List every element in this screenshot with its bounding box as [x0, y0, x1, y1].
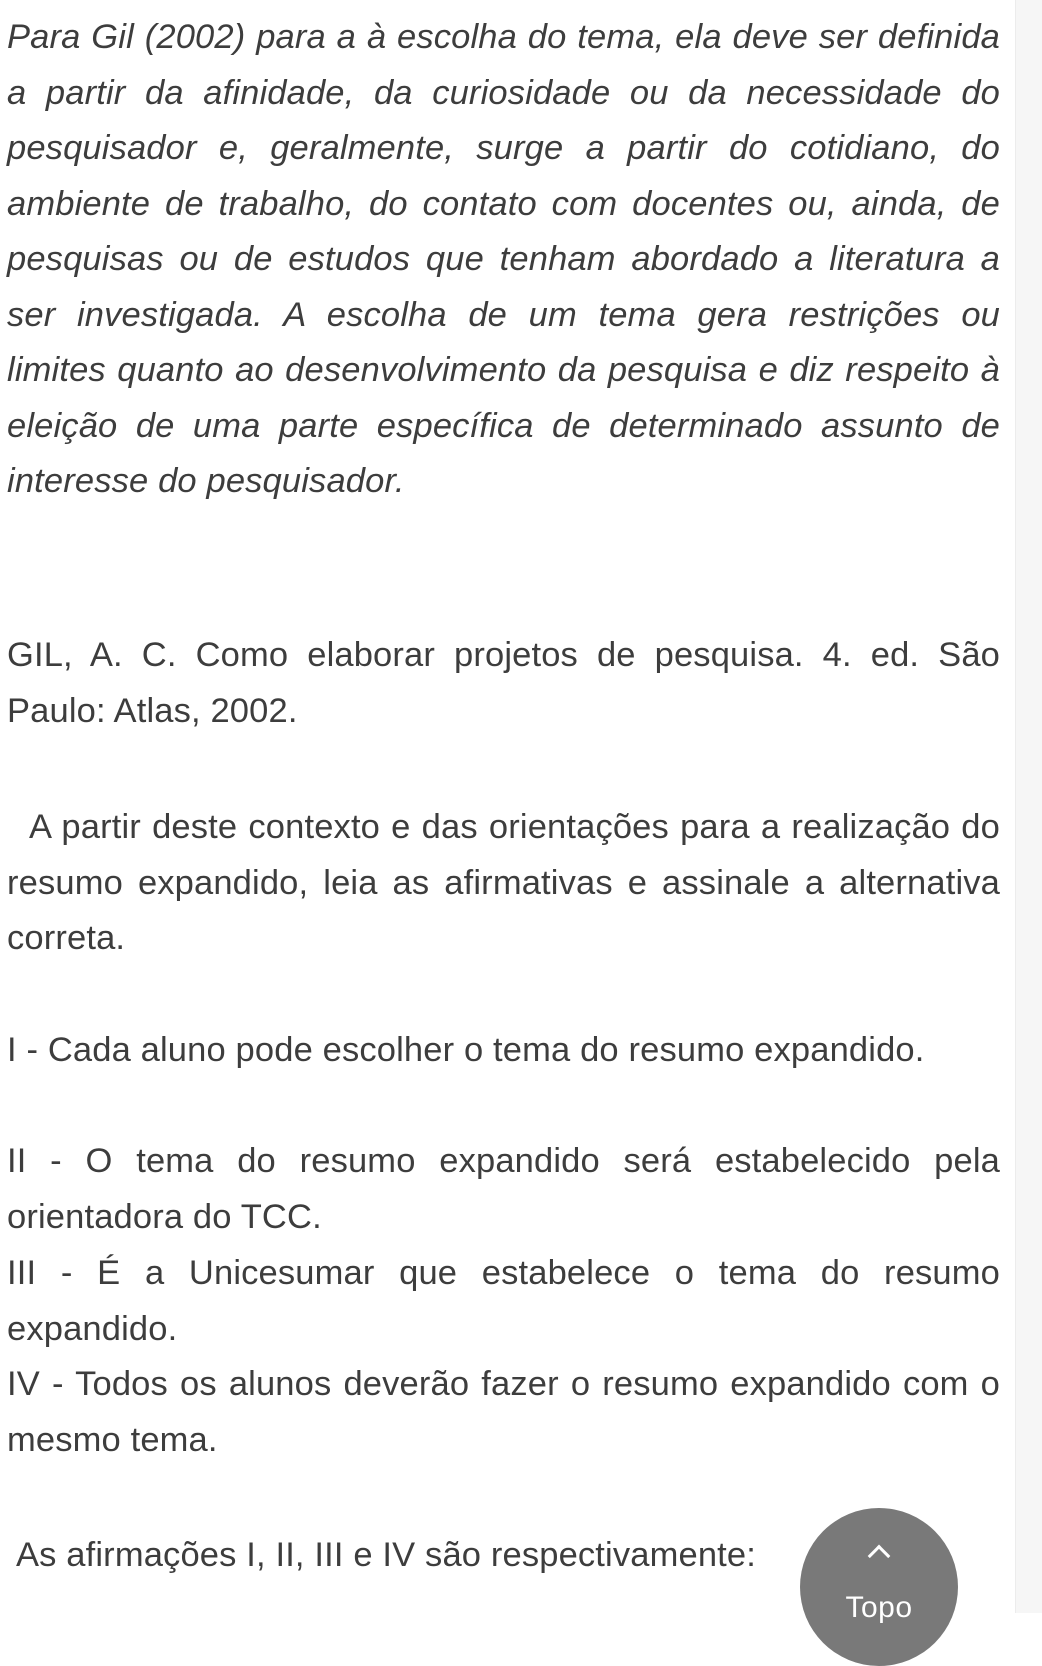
scrollbar-track[interactable]	[1015, 0, 1042, 1613]
back-to-top-button[interactable]	[800, 1508, 958, 1666]
statement-1: I - Cada aluno pode escolher o tema do resumo expandido.	[7, 1031, 925, 1069]
instructions-paragraph: A partir deste contexto e das orientações para a realização do resumo expandido, leia as afirmativas e assinale a alternativa correta.	[7, 808, 1000, 957]
back-to-top-label: Topo	[845, 1591, 913, 1624]
statement-4: IV - Todos os alunos deverão fazer o resumo expandido com o mesmo tema.	[7, 1365, 1000, 1459]
citation-paragraph: Para Gil (2002) para a à escolha do tema, ela deve ser definida a partir da afinidade, da curiosidade ou da necessidade do pesquisador e, geralmente, surge a partir do cotidiano, do ambiente de trabalho, do contato com docentes ou, ainda, de pesquisas ou de estudos que tenham abordado a literatura a ser investigada. A escolha de um tema gera restrições ou limites quanto ao desenvolvimento da pesquisa e diz respeito à eleição de uma parte específica de determinado assunto de interesse do pesquisador.	[7, 18, 1000, 500]
statement-2: II - O tema do resumo expandido será estabelecido pela orientadora do TCC.	[7, 1142, 1000, 1236]
chevron-up-icon	[868, 1545, 891, 1568]
question-prompt: As afirmações I, II, III e IV são respectivamente:	[16, 1536, 756, 1574]
statement-3: III - É a Unicesumar que estabelece o tema do resumo expandido.	[7, 1254, 1000, 1348]
reference-paragraph: GIL, A. C. Como elaborar projetos de pesquisa. 4. ed. São Paulo: Atlas, 2002.	[7, 636, 1000, 730]
